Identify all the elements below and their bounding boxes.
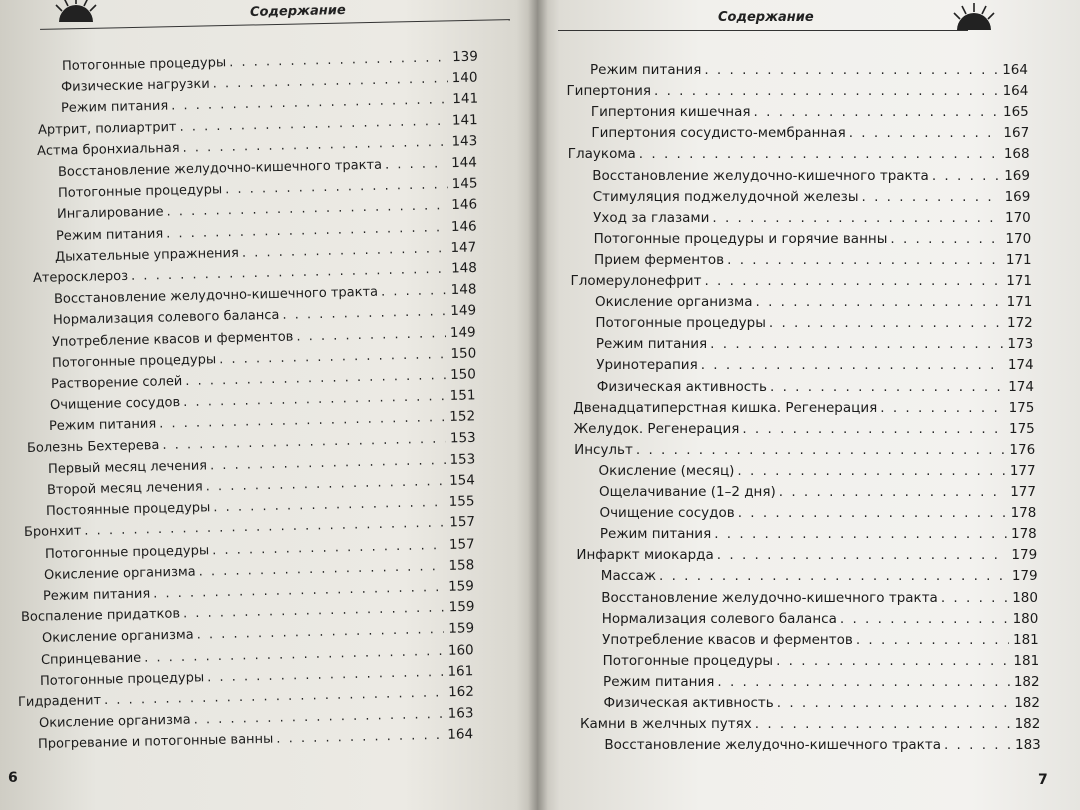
toc-entry-page: 161 [447, 662, 474, 680]
toc-entry-title: Восстановление желудочно-кишечного тракта [601, 589, 938, 606]
toc-entry-page: 146 [450, 196, 478, 214]
toc-entry-title: Потогонные процедуры [51, 352, 216, 371]
toc-entry-page: 170 [1005, 209, 1031, 226]
toc-entry-title: Очищение сосудов [599, 505, 735, 522]
toc-entry-title: Режим питания [60, 98, 168, 117]
toc-entry-page: 155 [448, 493, 475, 511]
toc-entry-page: 172 [1007, 315, 1033, 332]
leader-dots [103, 685, 443, 708]
toc-entry-page: 169 [1004, 188, 1031, 205]
toc-entry-title: Употребление квасов и ферментов [602, 631, 853, 648]
leader-dots [727, 252, 1002, 268]
leader-dots [166, 220, 447, 241]
leader-dots [229, 50, 448, 70]
toc-entry [599, 463, 1036, 479]
toc-entry-title: Артрит, полиартрит [37, 119, 177, 138]
leader-dots [84, 516, 445, 539]
toc-entry-title: Желудок. Регенерация [573, 420, 740, 437]
table-of-contents-right [538, 0, 1080, 810]
toc-entry [57, 197, 477, 223]
toc-entry [592, 168, 1030, 184]
leader-dots [932, 168, 1000, 184]
leader-dots [779, 484, 1006, 500]
leader-dots [282, 304, 446, 323]
toc-entry-page: 176 [1009, 441, 1036, 458]
toc-entry-title: Болезнь Бехтерева [26, 437, 160, 456]
toc-entry-page: 177 [1009, 462, 1036, 479]
toc-entry-title: Второй месяц лечения [46, 479, 203, 498]
leader-dots [737, 463, 1005, 479]
toc-entry-title: Камни в желчных путях [579, 716, 752, 733]
toc-entry [580, 716, 1040, 732]
leader-dots [199, 559, 445, 580]
leader-dots [849, 125, 1000, 141]
toc-entry-title: Массаж [600, 568, 656, 585]
toc-entry-title: Стимуляция поджелудочной железы [592, 188, 859, 205]
toc-entry-page: 139 [451, 48, 479, 66]
toc-entry-page: 178 [1011, 526, 1037, 543]
toc-entry-title: Уход за глазами [593, 209, 710, 226]
toc-entry [26, 429, 475, 455]
toc-entry-title: Режим питания [595, 336, 708, 353]
leader-dots [862, 189, 1001, 205]
toc-entry-page: 149 [450, 302, 477, 320]
toc-entry [593, 189, 1031, 205]
toc-entry-page: 171 [1006, 273, 1032, 289]
toc-entry [596, 336, 1033, 352]
toc-entry-page: 150 [449, 366, 476, 383]
toc-entry-page: 182 [1014, 695, 1040, 711]
leader-dots [218, 347, 446, 367]
leader-dots [179, 113, 448, 134]
leader-dots [944, 737, 1011, 753]
leader-dots [659, 568, 1008, 584]
toc-entry-title: Потогонные процедуры [44, 542, 210, 562]
toc-entry-page: 182 [1013, 673, 1040, 690]
toc-entry-page: 145 [451, 175, 478, 193]
toc-entry [53, 303, 476, 329]
toc-entry-page: 167 [1003, 125, 1030, 142]
toc-entry-title: Ощелачивание (1–2 дня) [599, 484, 776, 500]
toc-entry [593, 210, 1031, 226]
page-number: 7 [1038, 772, 1048, 788]
leader-dots [381, 283, 447, 299]
toc-entry-title: Спринцевание [40, 650, 142, 668]
toc-entry-page: 143 [451, 132, 478, 150]
page-header: Содержание [718, 10, 814, 25]
toc-entry [590, 62, 1028, 78]
toc-entry-title: Гипертония [566, 83, 651, 100]
toc-entry-page: 150 [449, 345, 476, 362]
leader-dots [755, 294, 1002, 310]
leader-dots [636, 442, 1006, 458]
toc-entry-page: 152 [449, 408, 476, 426]
toc-entry [23, 514, 474, 540]
toc-entry [603, 674, 1040, 690]
leader-dots [654, 83, 999, 99]
toc-entry-title: Восстановление желудочно-кишечного тракта [53, 284, 378, 308]
toc-entry-title: Потогонные процедуры [602, 652, 774, 669]
toc-entry [604, 695, 1041, 711]
toc-entry-page: 177 [1010, 484, 1036, 500]
leader-dots [941, 590, 1008, 606]
leader-dots [769, 315, 1003, 331]
toc-entry-title: Восстановление желудочно-кишечного тракта [592, 167, 929, 184]
leader-dots [777, 695, 1010, 711]
toc-entry-page: 149 [449, 323, 477, 341]
toc-entry [576, 547, 1037, 563]
toc-entry-page: 175 [1009, 420, 1035, 437]
leader-dots [213, 495, 445, 515]
toc-entry [596, 357, 1033, 373]
leader-dots [166, 199, 447, 220]
toc-entry-title: Прием ферментов [594, 251, 725, 268]
toc-entry [599, 484, 1036, 500]
leader-dots [159, 410, 445, 431]
leader-dots [742, 421, 1005, 437]
toc-entry-page: 153 [449, 451, 476, 468]
leader-dots [193, 707, 443, 728]
leader-dots [183, 389, 446, 410]
leader-dots [701, 357, 1004, 373]
toc-entry-title: Окисление организма [594, 294, 753, 311]
leader-dots [212, 538, 445, 558]
toc-entry [603, 653, 1040, 669]
toc-entry [599, 505, 1036, 521]
book-gutter [528, 0, 548, 810]
toc-entry [37, 133, 478, 159]
leader-dots [755, 716, 1011, 732]
toc-entry-page: 178 [1010, 505, 1037, 522]
leader-dots [710, 336, 1003, 352]
leader-dots [717, 674, 1009, 690]
toc-entry-page: 173 [1007, 336, 1034, 353]
leader-dots [162, 431, 446, 452]
toc-entry-title: Нормализация солевого баланса [601, 610, 837, 627]
toc-entry-page: 157 [448, 514, 475, 531]
leader-dots [639, 146, 1000, 162]
leader-dots [738, 505, 1007, 521]
toc-entry-title: Окисление (месяц) [598, 462, 735, 479]
leader-dots [880, 400, 1004, 416]
toc-entry-page: 151 [449, 387, 476, 405]
toc-entry [602, 611, 1039, 627]
leader-dots [207, 665, 444, 685]
leader-dots [182, 134, 447, 155]
toc-entry-title: Режим питания [43, 586, 151, 604]
leader-dots [210, 453, 446, 473]
toc-entry-title: Гипертония сосудисто-мембранная [591, 125, 846, 142]
leader-dots [206, 474, 446, 494]
toc-entry-title: Употребление квасов и ферментов [52, 329, 294, 350]
leader-dots [754, 104, 999, 120]
toc-entry-page: 147 [450, 239, 477, 256]
leader-dots [704, 62, 998, 78]
toc-entry-page: 158 [448, 557, 475, 574]
toc-entry-title: Восстановление желудочно-кишечного тракта [604, 737, 941, 754]
toc-entry-title: Восстановление желудочно-кишечного тракта [58, 157, 383, 180]
toc-entry-page: 159 [447, 620, 475, 638]
toc-entry [568, 146, 1030, 162]
toc-entry-title: Окисление организма [43, 564, 196, 583]
toc-entry-page: 171 [1005, 251, 1032, 268]
leader-dots [712, 210, 1001, 226]
toc-entry [601, 568, 1038, 584]
toc-entry [591, 125, 1029, 141]
toc-entry-title: Дыхательные упражнения [55, 245, 240, 265]
toc-entry-page: 165 [1003, 104, 1029, 121]
toc-entry [600, 526, 1037, 542]
toc-entry-title: Режим питания [49, 416, 157, 435]
toc-entry-title: Нормализация солевого баланса [52, 308, 280, 329]
toc-entry-title: Потогонные процедуры и горячие ванны [593, 230, 888, 247]
leader-dots [144, 643, 444, 665]
leader-dots [704, 273, 1002, 289]
toc-entry-page: 183 [1015, 737, 1041, 754]
toc-entry-page: 163 [447, 705, 474, 722]
toc-entry-page: 160 [447, 641, 474, 659]
toc-entry-page: 181 [1013, 631, 1039, 648]
leader-dots [242, 241, 447, 261]
toc-entry [52, 324, 476, 350]
right-page [538, 0, 1080, 810]
toc-entry-page: 141 [451, 90, 478, 108]
toc-entry-page: 174 [1008, 378, 1034, 395]
toc-entry-title: Инфаркт миокарда [576, 547, 714, 564]
leader-dots [185, 368, 446, 389]
toc-entry-title: Режим питания [590, 62, 702, 78]
leader-dots [196, 622, 444, 643]
toc-entry [595, 315, 1032, 331]
toc-entry-page: 170 [1005, 230, 1032, 247]
left-page [0, 0, 538, 810]
toc-entry [574, 442, 1035, 458]
toc-entry-title: Воспаление придатков [20, 606, 180, 626]
leader-dots [856, 632, 1009, 648]
toc-entry-title: Окисление организма [38, 712, 191, 732]
toc-entry-title: Потогонные процедуры [61, 55, 227, 74]
toc-entry-page: 157 [448, 535, 475, 553]
toc-entry [591, 104, 1029, 120]
toc-entry-title: Очищение сосудов [49, 395, 181, 414]
toc-entry-title: Гипертония кишечная [590, 104, 751, 121]
toc-entry-page: 180 [1012, 589, 1038, 606]
toc-entry-page: 153 [449, 429, 476, 446]
toc-entry [56, 218, 477, 244]
leader-dots [840, 611, 1009, 627]
leader-dots [776, 653, 1009, 669]
toc-entry-page: 179 [1011, 547, 1038, 564]
page-header: Содержание [249, 2, 346, 21]
toc-entry [571, 273, 1033, 289]
toc-entry [594, 252, 1032, 268]
toc-entry-page: 179 [1011, 568, 1038, 585]
toc-entry [38, 727, 473, 753]
toc-entry-page: 164 [1002, 62, 1028, 78]
toc-entry-title: Бронхит [23, 524, 82, 541]
toc-entry-title: Уринотерапия [596, 357, 698, 374]
leader-dots [182, 601, 444, 622]
toc-entry-title: Режим питания [599, 526, 712, 543]
toc-entry-page: 174 [1007, 357, 1034, 374]
toc-entry-page: 148 [450, 281, 477, 299]
leader-dots [385, 156, 447, 172]
toc-entry [42, 621, 474, 647]
leader-dots [296, 326, 446, 344]
toc-entry-page: 164 [1002, 83, 1029, 100]
page-number: 6 [8, 770, 18, 786]
toc-entry-title: Двенадцатиперстная кишка. Регенерация [573, 399, 878, 416]
table-of-contents-left [0, 0, 538, 810]
leader-dots [153, 580, 444, 602]
toc-entry-page: 181 [1013, 652, 1040, 669]
toc-entry-page: 171 [1006, 294, 1033, 311]
toc-entry-title: Растворение солей [50, 374, 183, 392]
toc-entry-title: Постоянные процедуры [46, 500, 211, 520]
toc-entry-title: Гломерулонефрит [570, 273, 702, 289]
toc-entry [597, 379, 1034, 395]
toc-entry-page: 175 [1008, 399, 1035, 416]
toc-entry-page: 141 [451, 111, 478, 129]
toc-entry-page: 159 [448, 598, 475, 616]
toc-entry-page: 168 [1003, 146, 1030, 163]
leader-dots [890, 231, 1001, 247]
leader-dots [213, 71, 448, 91]
toc-entry-page: 169 [1004, 167, 1030, 184]
toc-entry [594, 231, 1032, 247]
toc-entry-title: Гидраденит [17, 693, 101, 710]
toc-entry-title: Атеросклероз [32, 268, 128, 286]
toc-entry-page: 144 [451, 154, 478, 172]
toc-entry-title: Потогонные процедуры [595, 315, 766, 332]
toc-entry [574, 421, 1035, 437]
toc-entry-page: 154 [448, 472, 476, 489]
toc-entry [573, 400, 1034, 416]
toc-entry [595, 294, 1032, 310]
toc-entry [601, 590, 1038, 606]
toc-entry [604, 737, 1040, 753]
leader-dots [130, 262, 446, 284]
toc-entry-page: 182 [1014, 716, 1041, 733]
toc-entry-page: 180 [1012, 610, 1039, 627]
leader-dots [717, 547, 1008, 563]
leader-dots [276, 728, 443, 747]
toc-entry-title: Глаукома [567, 146, 636, 163]
toc-entry-title: Прогревание и потогонные ванны [37, 732, 274, 753]
toc-entry-title: Режим питания [603, 673, 715, 690]
leader-dots [770, 379, 1004, 395]
toc-entry-title: Физические нагрузки [61, 76, 211, 96]
toc-entry-page: 140 [451, 69, 478, 87]
leader-dots [171, 93, 448, 114]
toc-entry-title: Режим питания [55, 226, 164, 244]
toc-entry-title: Окисление организма [41, 627, 194, 647]
toc-entry-title: Потогонные процедуры [57, 182, 222, 202]
toc-entry-title: Потогонные процедуры [40, 670, 205, 689]
leader-dots [224, 177, 447, 197]
toc-entry-page: 146 [450, 218, 477, 235]
toc-entry-page: 159 [448, 578, 475, 595]
toc-entry-title: Физическая активность [603, 695, 774, 711]
toc-entry-title: Астма бронхиальная [36, 140, 180, 159]
toc-entry-page: 162 [447, 683, 474, 701]
toc-entry-title: Ингалирование [56, 204, 164, 223]
toc-entry-title: Физическая активность [596, 378, 767, 395]
toc-entry-title: Инсульт [574, 441, 633, 458]
toc-entry-page: 164 [447, 726, 474, 744]
leader-dots [714, 526, 1007, 542]
toc-entry [602, 632, 1039, 648]
toc-entry-page: 148 [450, 259, 477, 277]
toc-entry [566, 83, 1028, 99]
toc-entry-title: Первый месяц лечения [47, 458, 207, 477]
